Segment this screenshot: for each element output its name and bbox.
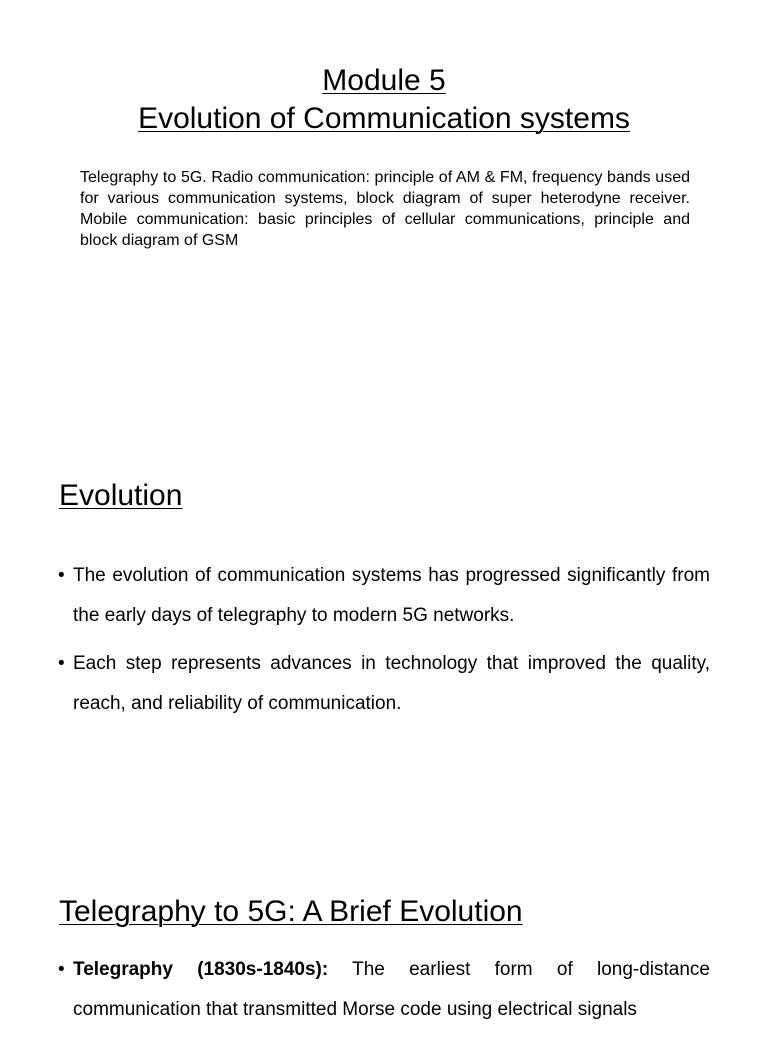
evolution-heading: Evolution bbox=[59, 479, 183, 512]
slide-evolution bbox=[0, 430, 768, 850]
bullet-lead-text: Telegraphy (1830s-1840s): bbox=[73, 959, 329, 980]
module-syllabus-text: Telegraphy to 5G. Radio communication: principle of AM & FM, frequency bands used for various communication systems, block diagram of super heterodyne receiver. Mobile communication: basic principles of cellular communications, principle and block diagram of GSM bbox=[80, 169, 690, 249]
slide-telegraphy-to-5g bbox=[0, 850, 768, 1024]
bullet-item bbox=[58, 950, 710, 1030]
bullet-body-text: The earliest form of long-distance communication that transmitted Morse code using electrical signals bbox=[73, 959, 711, 1020]
bullet-item: • The evolution of communication systems has progressed significantly from the early days of telegraphy to modern 5G networks. bbox=[58, 556, 710, 636]
slide-module-title bbox=[0, 0, 768, 430]
telegraphy-bullet-list bbox=[58, 950, 710, 1038]
module-title bbox=[0, 62, 768, 138]
telegraphy-heading: Telegraphy to 5G: A Brief Evolution bbox=[59, 895, 523, 928]
evolution-bullet-list bbox=[58, 556, 710, 732]
module-topic-title: Evolution of Communication systems bbox=[138, 102, 630, 135]
module-number-title: Module 5 bbox=[322, 64, 446, 97]
bullet-item: • Each step represents advances in technology that improved the quality, reach, and reliability of communication. bbox=[58, 644, 710, 724]
